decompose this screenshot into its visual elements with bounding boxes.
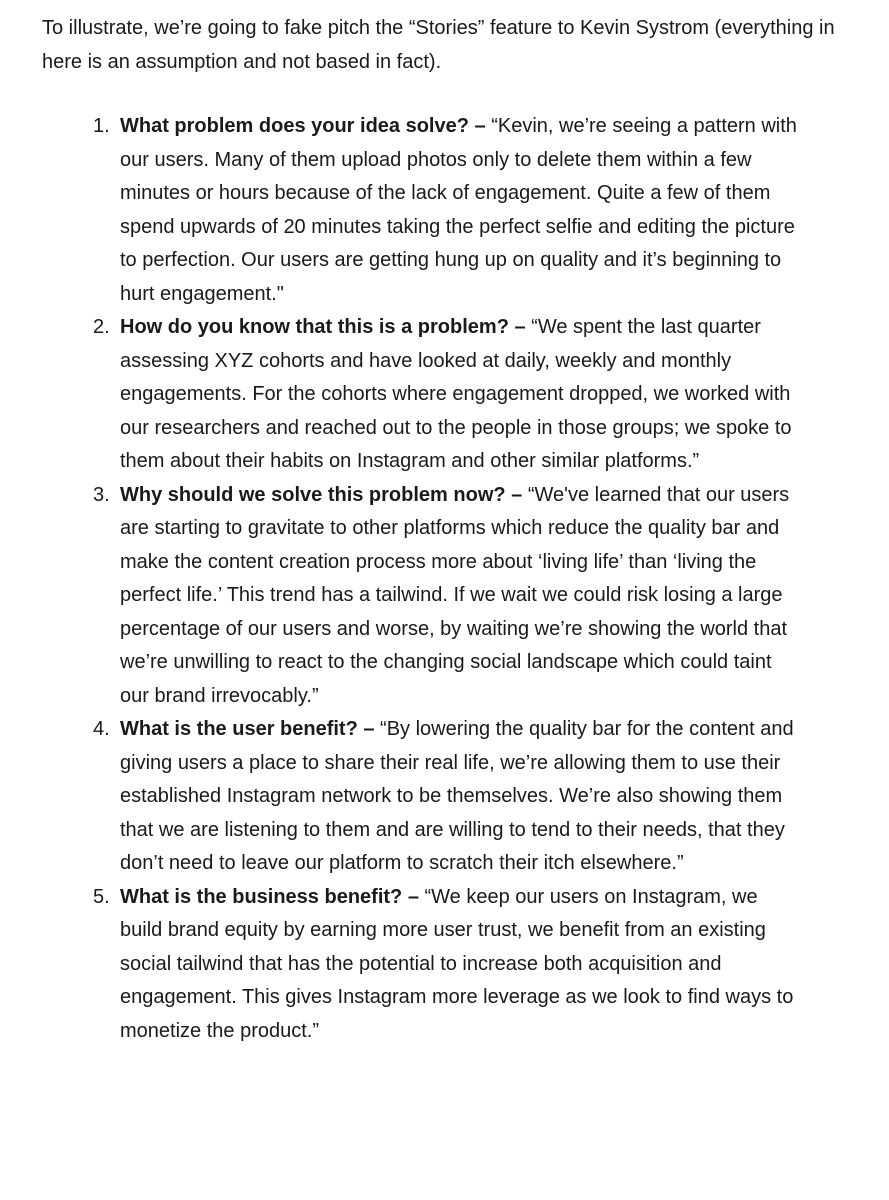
list-item-answer: “We spent the last quarter assessing XYZ cohorts and have looked at daily, weekly and monthly engagements. For the cohorts where engagement dropped, we worked with our researchers and reached out to the people in those groups; we spoke to them about their habits on Instagram and other similar platforms.”	[120, 316, 792, 472]
list-item-question: Why should we solve this problem now? –	[120, 483, 528, 506]
intro-paragraph: To illustrate, we’re going to fake pitch the “Stories” feature to Kevin Systrom (everything in here is an assumption and not based in fact).	[42, 17, 835, 73]
list-item	[42, 479, 800, 714]
list-item-number: 4.	[93, 718, 110, 740]
list-item-number: 1.	[93, 115, 110, 137]
list-item-number: 3.	[93, 483, 110, 506]
list-item	[42, 311, 800, 479]
article	[42, 12, 842, 1048]
pitch-question-list	[42, 110, 842, 1048]
list-item-question: What is the business benefit? –	[120, 885, 425, 908]
list-item-answer: “We keep our users on Instagram, we build brand equity by earning more user trust, we benefit from an existing social tailwind that has the potential to increase both acquisition and engagement. This gives Instagram more leverage as we look to find ways to monetize the product.”	[120, 885, 794, 1042]
list-item-question: What problem does your idea solve? –	[120, 115, 492, 137]
list-item-answer: “We've learned that our users are starting to gravitate to other platforms which reduce the quality bar and make the content creation process more about ‘living life’ than ‘living the perfect life.’ This trend has a tailwind. If we wait we could risk losing a large percentage of our users and worse, by waiting we’re showing the world that we’re unwilling to react to the changing social landscape which could taint our brand irrevocably.”	[120, 483, 790, 707]
list-item-answer: “Kevin, we’re seeing a pattern with our users. Many of them upload photos only to delete them within a few minutes or hours because of the lack of engagement. Quite a few of them spend upwards of 20 minutes taking the perfect selfie and editing the picture to perfection. Our users are getting hung up on quality and it’s beginning to hurt engagement."	[120, 115, 797, 305]
list-item	[42, 881, 800, 1049]
list-item-number: 2.	[93, 316, 110, 338]
list-item	[42, 713, 800, 881]
list-item-question: What is the user benefit? –	[120, 718, 381, 740]
list-item	[42, 110, 800, 311]
list-item-number: 5.	[93, 885, 110, 908]
list-item-question: How do you know that this is a problem? –	[120, 316, 532, 338]
list-item-answer: “By lowering the quality bar for the content and giving users a place to share their real life, we’re allowing them to use their established Instagram network to be themselves. We’re also showing them that we are listening to them and are willing to tend to their needs, that they don’t need to leave our platform to scratch their itch elsewhere.”	[120, 718, 794, 874]
